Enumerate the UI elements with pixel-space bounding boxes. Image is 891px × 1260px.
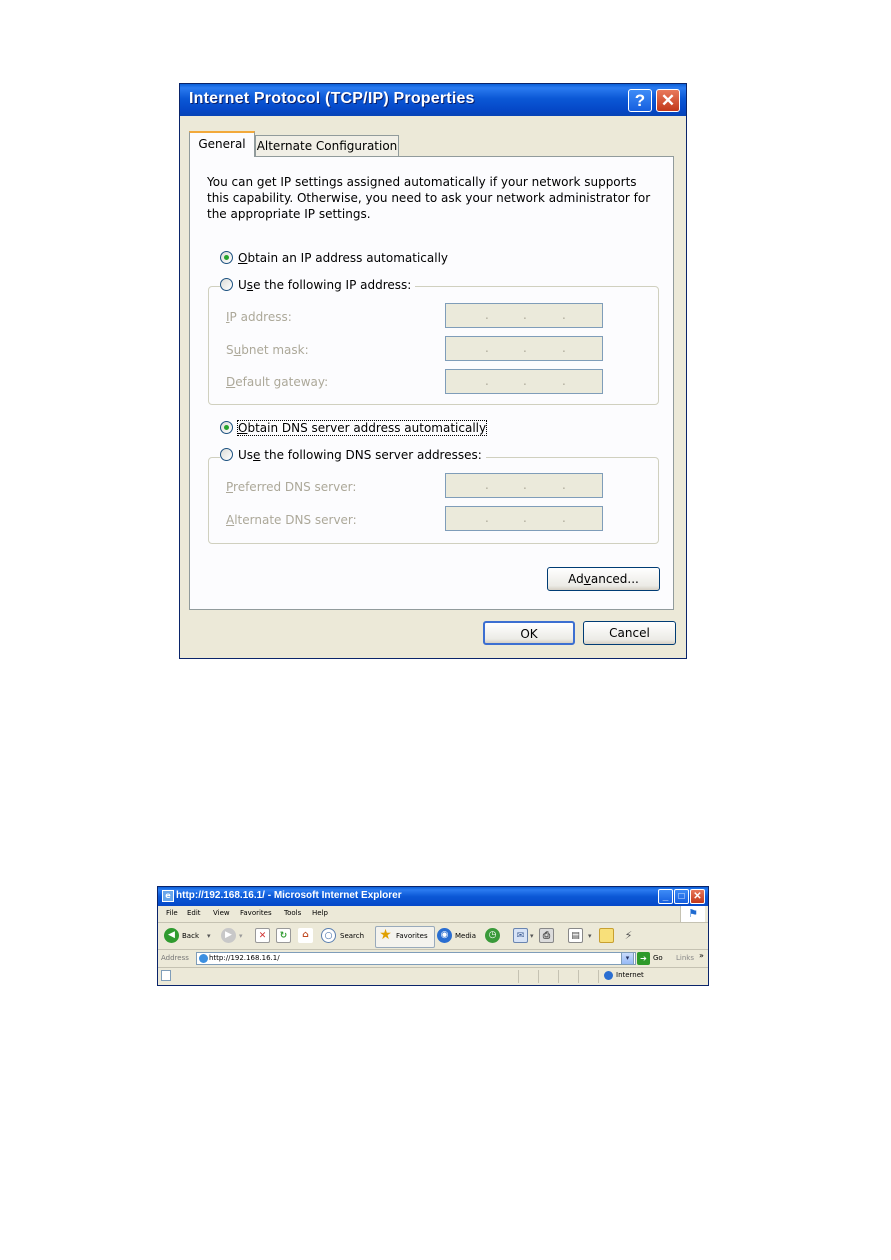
subnet-mask-input[interactable]: . . . bbox=[445, 336, 603, 361]
maximize-icon[interactable]: □ bbox=[674, 889, 689, 904]
mail-dropdown-icon[interactable]: ▾ bbox=[530, 932, 534, 940]
ip-address-label: IP address: bbox=[226, 310, 292, 324]
status-divider bbox=[578, 970, 579, 983]
menu-help[interactable]: Help bbox=[312, 909, 328, 917]
dialog-title: Internet Protocol (TCP/IP) Properties bbox=[189, 90, 475, 107]
links-chevron-icon[interactable]: » bbox=[699, 951, 704, 960]
obtain-dns-auto-radio[interactable]: Obtain DNS server address automatically bbox=[220, 421, 490, 435]
favorites-star-icon: ★ bbox=[379, 927, 392, 943]
tcpip-properties-dialog bbox=[179, 83, 687, 659]
links-label[interactable]: Links bbox=[676, 954, 694, 962]
obtain-ip-auto-radio[interactable]: Obtain an IP address automatically bbox=[220, 251, 452, 265]
menu-file[interactable]: File bbox=[166, 909, 178, 917]
ie-page-icon bbox=[199, 954, 208, 963]
edit-dropdown-icon[interactable]: ▾ bbox=[588, 932, 592, 940]
favorites-button-label: Favorites bbox=[396, 932, 428, 940]
back-button-label[interactable]: Back bbox=[182, 932, 199, 940]
ie-status-bar bbox=[158, 968, 708, 985]
forward-arrow-icon[interactable]: ▶ bbox=[221, 928, 236, 943]
edit-icon[interactable]: ▤ bbox=[568, 928, 583, 943]
back-dropdown-icon[interactable]: ▾ bbox=[207, 932, 211, 940]
radio-checked-icon bbox=[220, 421, 233, 434]
help-button[interactable]: ? bbox=[628, 89, 652, 112]
menu-edit[interactable]: Edit bbox=[187, 909, 201, 917]
use-following-ip-radio[interactable]: Use the following IP address: bbox=[220, 278, 415, 292]
preferred-dns-label: Preferred DNS server: bbox=[226, 480, 357, 494]
address-input[interactable] bbox=[196, 952, 636, 965]
cancel-button[interactable]: Cancel bbox=[583, 621, 676, 645]
alternate-dns-input[interactable]: . . . bbox=[445, 506, 603, 531]
search-button-label[interactable]: Search bbox=[340, 932, 365, 940]
ie-address-bar bbox=[158, 950, 708, 968]
ie-standard-toolbar bbox=[158, 923, 708, 950]
address-label: Address bbox=[161, 954, 189, 962]
menu-favorites[interactable]: Favorites bbox=[240, 909, 272, 917]
status-divider bbox=[538, 970, 539, 983]
ok-button[interactable]: OK bbox=[483, 621, 575, 645]
forward-dropdown-icon[interactable]: ▾ bbox=[239, 932, 243, 940]
history-icon[interactable]: ◷ bbox=[485, 928, 500, 943]
default-gateway-input[interactable]: . . . bbox=[445, 369, 603, 394]
advanced-button[interactable]: Advanced... bbox=[547, 567, 660, 591]
minimize-icon[interactable]: _ bbox=[658, 889, 673, 904]
security-zone-label: Internet bbox=[616, 971, 644, 979]
stop-icon[interactable]: ✕ bbox=[255, 928, 270, 943]
status-divider bbox=[598, 970, 599, 983]
address-dropdown-icon[interactable]: ▾ bbox=[621, 952, 634, 965]
status-divider bbox=[558, 970, 559, 983]
search-icon[interactable]: ○ bbox=[321, 928, 336, 943]
menu-view[interactable]: View bbox=[213, 909, 230, 917]
ip-address-input[interactable]: . . . bbox=[445, 303, 603, 328]
internet-explorer-window bbox=[157, 886, 709, 986]
ie-menu-bar bbox=[158, 906, 708, 923]
ie-page-icon: e bbox=[162, 890, 174, 902]
print-icon[interactable]: ⎙ bbox=[539, 928, 554, 943]
go-button-label[interactable]: Go bbox=[653, 954, 663, 962]
windows-flag-icon: ⚑ bbox=[680, 906, 705, 922]
alternate-dns-label: Alternate DNS server: bbox=[226, 513, 357, 527]
default-gateway-label: Default gateway: bbox=[226, 375, 329, 389]
subnet-mask-label: Subnet mask: bbox=[226, 343, 309, 357]
back-arrow-icon[interactable]: ◀ bbox=[164, 928, 179, 943]
close-icon[interactable]: ✕ bbox=[690, 889, 705, 904]
discuss-icon[interactable] bbox=[599, 928, 614, 943]
go-arrow-icon[interactable]: ➔ bbox=[637, 952, 650, 965]
use-following-dns-radio[interactable]: Use the following DNS server addresses: bbox=[220, 448, 486, 462]
refresh-icon[interactable]: ↻ bbox=[276, 928, 291, 943]
intro-text: You can get IP settings assigned automatically if your network supports this capability. Otherwise, you need to ask your network administrator for the appropriate IP settings. bbox=[207, 175, 651, 221]
dialog-title-bar[interactable] bbox=[180, 84, 686, 116]
tab-general[interactable]: General bbox=[189, 131, 255, 157]
radio-unchecked-icon bbox=[220, 278, 233, 291]
general-tab-panel bbox=[189, 156, 674, 610]
tab-alternate-configuration[interactable]: Alternate Configuration bbox=[255, 135, 399, 157]
ie-title-bar[interactable] bbox=[158, 887, 708, 906]
preferred-dns-input[interactable]: . . . bbox=[445, 473, 603, 498]
media-icon[interactable]: ◉ bbox=[437, 928, 452, 943]
radio-checked-icon bbox=[220, 251, 233, 264]
ie-window-title: http://192.168.16.1/ - Microsoft Internet Explorer bbox=[176, 890, 402, 901]
globe-icon bbox=[604, 971, 613, 980]
address-value: http://192.168.16.1/ bbox=[209, 954, 280, 962]
messenger-icon[interactable]: ⚡ bbox=[624, 929, 633, 942]
radio-unchecked-icon bbox=[220, 448, 233, 461]
close-button[interactable]: ✕ bbox=[656, 89, 680, 112]
media-button-label[interactable]: Media bbox=[455, 932, 477, 940]
mail-icon[interactable]: ✉ bbox=[513, 928, 528, 943]
home-icon[interactable]: ⌂ bbox=[298, 928, 313, 943]
status-divider bbox=[518, 970, 519, 983]
menu-tools[interactable]: Tools bbox=[284, 909, 302, 917]
page-status-icon bbox=[161, 970, 171, 981]
